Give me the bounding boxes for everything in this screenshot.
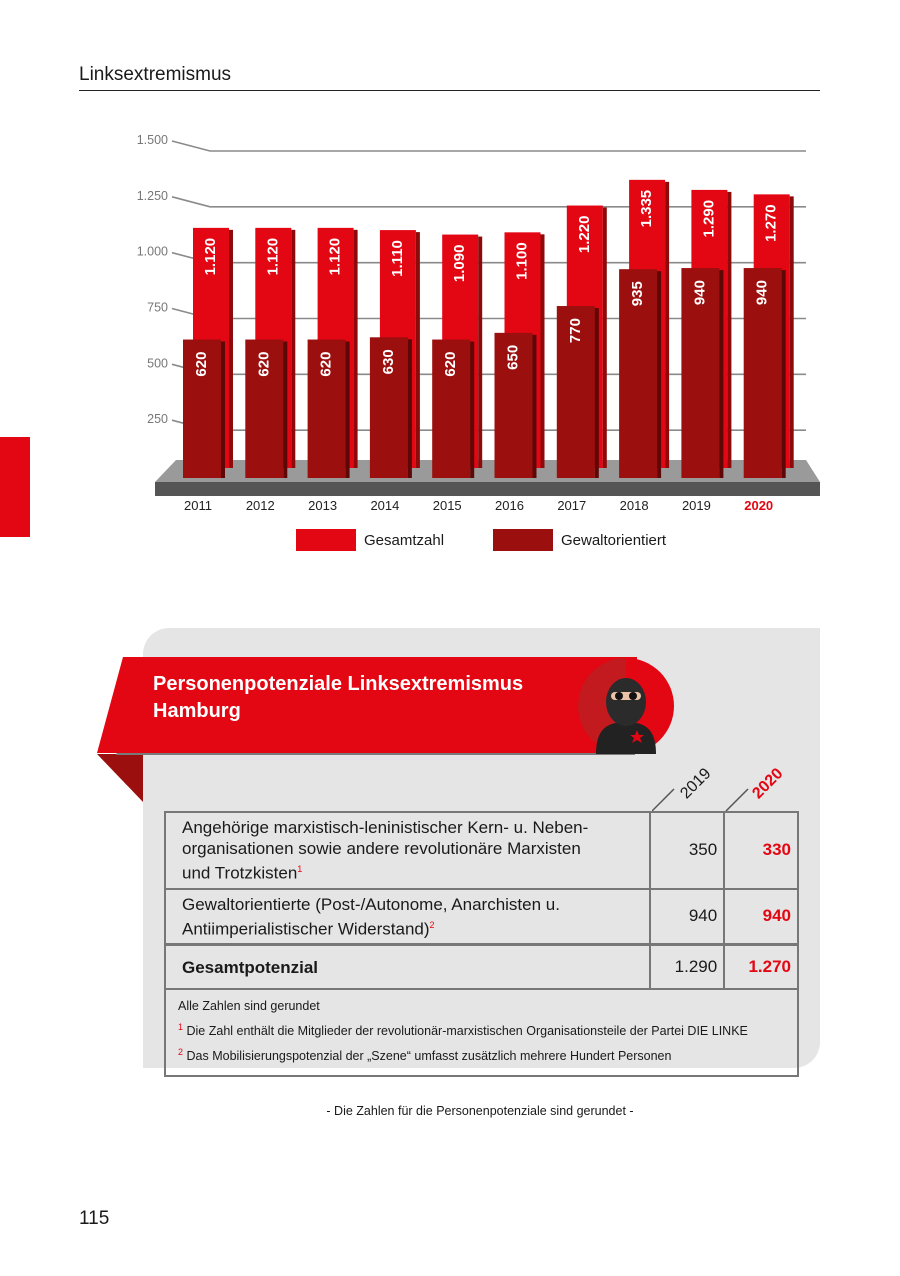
- bar-gesamtzahl-side: [478, 237, 482, 468]
- note-rounded: Alle Zahlen sind gerundet: [178, 998, 320, 1013]
- total-value-2019: 1.290: [650, 945, 724, 989]
- table-row: [165, 812, 798, 889]
- data-label-gesamtzahl: 1.120: [264, 237, 282, 276]
- footnote-2: [178, 1042, 785, 1067]
- x-tick-label: 2019: [681, 498, 711, 513]
- table-notes: [165, 989, 798, 1076]
- bar-gesamtzahl-side: [665, 182, 669, 468]
- value-2020: 330: [724, 812, 798, 889]
- value-2020: 940: [724, 889, 798, 945]
- row-label-line: Angehörige marxistisch-leninistischer Kern- u. Neben-: [182, 818, 589, 837]
- bar-gesamtzahl-side: [291, 230, 295, 468]
- legend-item-gesamtzahl: [296, 529, 444, 551]
- data-label-gewaltorientiert: 940: [691, 280, 709, 306]
- legend-label-gesamtzahl: Gesamtzahl: [364, 531, 445, 549]
- x-tick-label: 2018: [619, 498, 649, 513]
- panel-title: [153, 671, 573, 725]
- footnote-mark: 2: [178, 1046, 184, 1057]
- y-tick-label: 250: [147, 412, 168, 427]
- y-tick-label: 1.000: [136, 244, 168, 259]
- row-label-violent: [165, 889, 650, 945]
- masked-person-icon: [578, 658, 674, 754]
- data-label-gewaltorientiert: 650: [504, 344, 522, 370]
- legend-item-gewaltorientiert: [493, 529, 666, 551]
- bar-gewaltorientiert-side: [408, 339, 412, 478]
- x-tick-label: 2017: [557, 498, 587, 513]
- footnote-text: Die Zahl enthält die Mitglieder der revolutionär-marxistischen Organisationsteile der Partei DIE LINKE: [186, 1023, 748, 1038]
- chart-legend: [0, 529, 900, 553]
- bar-gewaltorientiert-side: [221, 342, 225, 478]
- legend-swatch-gesamtzahl: [296, 529, 356, 551]
- x-tick-label: 2013: [308, 498, 338, 513]
- row-label-line: [182, 859, 633, 884]
- y-tick-label: 1.500: [136, 133, 168, 147]
- data-label-gesamtzahl: 1.100: [513, 242, 531, 280]
- data-label-gesamtzahl: 1.220: [575, 215, 593, 254]
- x-tick-label: 2014: [370, 498, 400, 513]
- y-tick-label: 1.250: [136, 188, 168, 203]
- bar-gewaltorientiert-side: [533, 335, 537, 478]
- bar-gesamtzahl-side: [603, 208, 607, 468]
- grid-line: [172, 141, 806, 151]
- bar-gesamtzahl-side: [790, 196, 794, 468]
- x-tick-label: 2020: [744, 498, 774, 513]
- x-tick-label: 2012: [245, 498, 275, 513]
- row-label-text: und Trotzkisten: [182, 863, 298, 883]
- bar-gewaltorientiert-side: [470, 342, 474, 478]
- bar-gewaltorientiert-side: [595, 308, 599, 478]
- panel-title-line1: Personenpotenziale Linksextremismus: [153, 673, 524, 695]
- x-tick-label: 2015: [432, 498, 462, 513]
- footnote-1: [178, 1017, 785, 1042]
- chart-floor-front: [155, 482, 820, 496]
- row-label-marxists: [165, 812, 650, 889]
- bar-chart-svg: [0, 0, 900, 560]
- page-number: 115: [79, 1208, 110, 1229]
- bar-gewaltorientiert-side: [782, 270, 786, 478]
- data-label-gewaltorientiert: 935: [629, 281, 647, 307]
- footnote-mark: 1: [297, 864, 303, 874]
- page-header-title: Linksextremismus: [79, 64, 232, 85]
- row-label-text: Antiimperialistischer Widerstand): [182, 919, 430, 939]
- y-tick-label: 750: [147, 300, 168, 315]
- y-tick-label: 500: [147, 356, 168, 371]
- bar-gewaltorientiert-side: [657, 271, 661, 478]
- data-label-gesamtzahl: 1.120: [326, 237, 344, 276]
- bar-chart: [0, 0, 900, 560]
- bar-gesamtzahl-side: [229, 230, 233, 468]
- bar-gewaltorientiert-side: [283, 342, 287, 478]
- value-2019: 350: [650, 812, 724, 889]
- person-potential-table: [164, 811, 799, 1077]
- bar-gesamtzahl-side: [541, 234, 545, 468]
- bottom-note: - Die Zahlen für die Personenpotenziale sind gerundet -: [326, 1104, 634, 1118]
- legend-label-gewaltorientiert: Gewaltorientiert: [561, 531, 667, 549]
- legend-swatch-gewaltorientiert: [493, 529, 553, 551]
- data-label-gewaltorientiert: 620: [192, 351, 210, 377]
- x-tick-label: 2016: [495, 498, 524, 513]
- value-2019: 940: [650, 889, 724, 945]
- column-header-ticks: [652, 788, 800, 812]
- data-label-gesamtzahl: 1.090: [451, 244, 469, 283]
- total-label: Gesamtpotenzial: [165, 945, 650, 989]
- data-label-gesamtzahl: 1.270: [762, 204, 780, 242]
- data-label-gewaltorientiert: 940: [753, 280, 771, 306]
- bar-gewaltorientiert-side: [719, 270, 723, 478]
- data-label-gewaltorientiert: 620: [442, 351, 460, 377]
- data-label-gewaltorientiert: 620: [255, 351, 273, 377]
- banner-fold-shadow: [97, 754, 143, 802]
- footnote-mark: 1: [178, 1021, 184, 1032]
- x-tick-label: 2011: [184, 498, 212, 513]
- data-label-gesamtzahl: 1.110: [388, 240, 406, 277]
- data-label-gesamtzahl: 1.120: [201, 237, 219, 276]
- data-label-gesamtzahl: 1.290: [700, 199, 718, 238]
- table-notes-row: [165, 989, 798, 1076]
- row-label-line: Gewaltorientierte (Post-/Autonome, Anarchisten u.: [182, 894, 560, 914]
- data-label-gewaltorientiert: 620: [317, 351, 335, 377]
- panel-title-line2: Hamburg: [153, 700, 241, 722]
- footnote-text: Das Mobilisierungspotenzial der „Szene“ umfasst zusätzlich mehrere Hundert Personen: [186, 1049, 672, 1064]
- total-value-2020: 1.270: [724, 945, 798, 989]
- data-label-gesamtzahl: 1.335: [638, 189, 656, 228]
- bar-gesamtzahl-side: [354, 230, 358, 468]
- column-header-2020: 2020: [749, 765, 787, 803]
- row-label-line: [182, 915, 633, 940]
- bar-gewaltorientiert-side: [346, 342, 350, 478]
- bar-gesamtzahl-side: [416, 232, 420, 468]
- table-row-total: [165, 945, 798, 989]
- column-header-2019: 2019: [677, 765, 715, 803]
- row-label-line: organisationen sowie andere revolutionäre Marxisten: [182, 839, 581, 858]
- bar-gesamtzahl-side: [727, 192, 731, 468]
- footnote-mark: 2: [429, 919, 435, 930]
- table-row: [165, 889, 798, 945]
- data-label-gewaltorientiert: 630: [379, 349, 397, 375]
- data-label-gewaltorientiert: 770: [566, 318, 584, 344]
